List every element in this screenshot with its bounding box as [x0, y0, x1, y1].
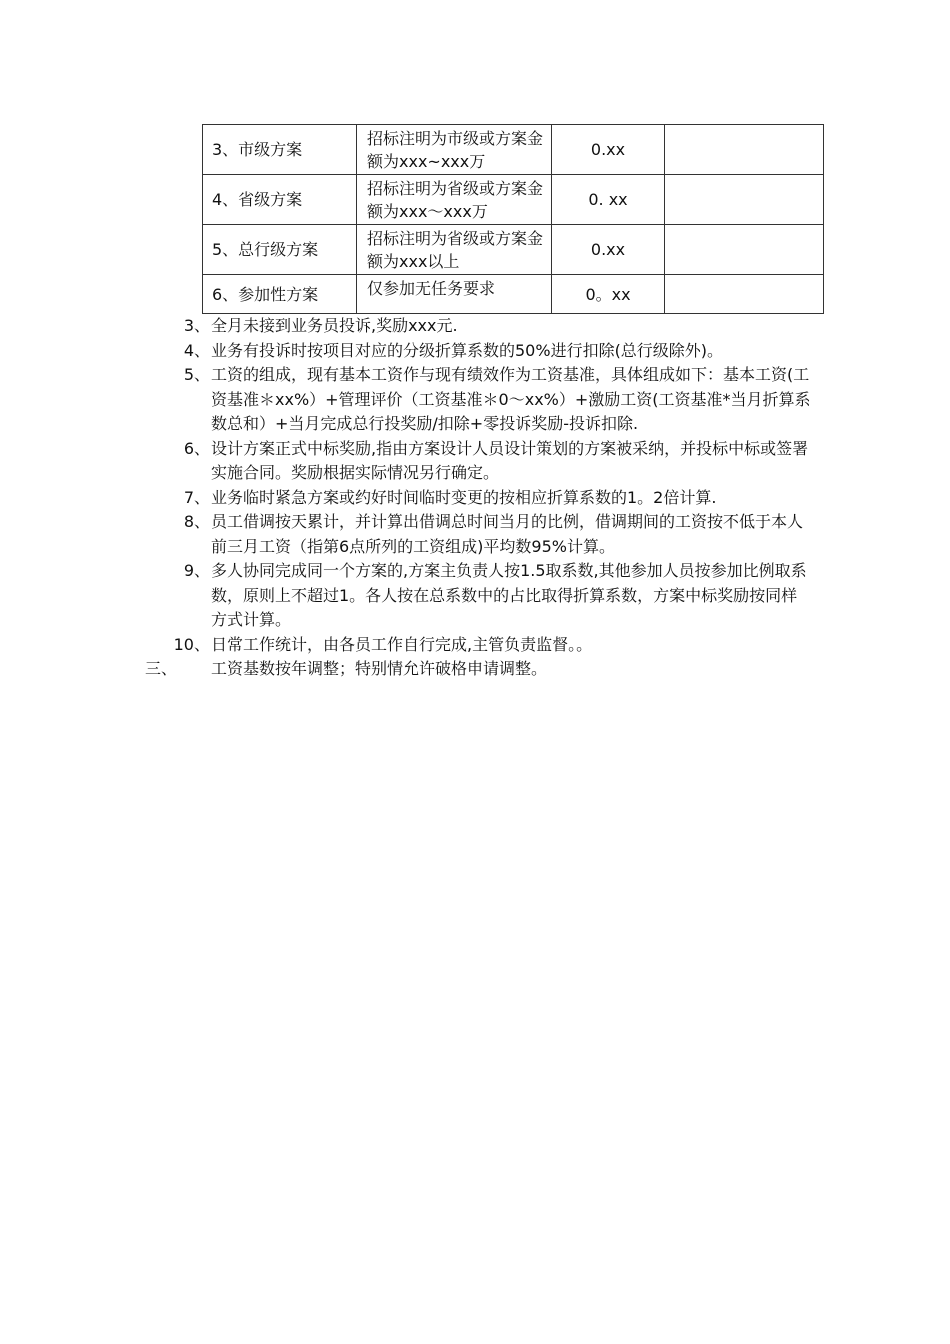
- plan-coef-cell: 0. xx: [552, 175, 665, 225]
- rules-list: [0, 314, 950, 682]
- item-text: 业务临时紧急方案或约好时间临时变更的按相应折算系数的1。2倍计算.: [211, 487, 717, 507]
- item-number: 7、: [183, 487, 210, 507]
- item-text: 工资的组成，现有基本工资作与现有绩效作为工资基准，具体组成如下：基本工资(工资基准＊xx%）+管理评价（工资基准＊0～xx%）+激励工资(工资基准*当月折算系数总和）+当月完成总行投奖励/扣除+零投诉奖励-投诉扣除.: [211, 365, 811, 433]
- plan-desc-cell: 招标注明为省级或方案金额为xxx以上: [357, 225, 552, 275]
- plan-note-cell: [665, 275, 824, 314]
- item-text: 多人协同完成同一个方案的,方案主负责人按1.5取系数,其他参加人员按参加比例取系数，原则上不超过1。各人按在总系数中的占比取得折算系数，方案中标奖励按同样方式计算。: [211, 561, 807, 629]
- item-number: 8、: [183, 512, 210, 531]
- item-text: 设计方案正式中标奖励,指由方案设计人员设计策划的方案被采纳，并投标中标或签署实施合同。奖励根据实际情况另行确定。: [211, 438, 809, 482]
- section-heading: [0, 657, 950, 682]
- plan-level-cell: 6、参加性方案: [203, 275, 357, 314]
- table-row: [203, 175, 824, 225]
- list-item: [0, 633, 950, 658]
- plan-level-cell: 3、市级方案: [203, 125, 357, 175]
- table-row: [203, 225, 824, 275]
- section-number: 三、: [145, 659, 178, 678]
- plan-level-table: [202, 124, 824, 314]
- plan-note-cell: [665, 225, 824, 275]
- section-text: 工资基数按年调整；特别情允许破格申请调整。: [211, 659, 548, 678]
- list-item: [0, 339, 950, 364]
- item-text: 全月未接到业务员投诉,奖励xxx元.: [211, 316, 458, 335]
- item-text: 业务有投诉时按项目对应的分级折算系数的50%进行扣除(总行级除外)。: [211, 340, 724, 360]
- item-number: 6、: [183, 438, 210, 458]
- item-text: 日常工作统计，由各员工作自行完成,主管负责监督。。: [211, 634, 593, 654]
- item-number: 9、: [183, 561, 210, 580]
- plan-desc-cell: 招标注明为省级或方案金额为xxx～xxx万: [357, 175, 552, 225]
- list-item: [0, 314, 950, 339]
- item-number: 4、: [183, 340, 210, 360]
- item-number: 3、: [183, 316, 210, 335]
- list-item: [0, 510, 950, 559]
- list-item: [0, 363, 950, 437]
- list-item: [0, 559, 950, 633]
- table-row: [203, 125, 824, 175]
- item-number: 5、: [183, 365, 210, 384]
- plan-desc-cell: 仅参加无任务要求: [357, 275, 552, 314]
- plan-desc-cell: 招标注明为市级或方案金额为xxx~xxx万: [357, 125, 552, 175]
- plan-level-cell: 4、省级方案: [203, 175, 357, 225]
- plan-coef-cell: 0.xx: [552, 225, 665, 275]
- plan-coef-cell: 0。xx: [552, 275, 665, 314]
- table-row: [203, 275, 824, 314]
- plan-coef-cell: 0.xx: [552, 125, 665, 175]
- plan-note-cell: [665, 175, 824, 225]
- list-item: [0, 486, 950, 511]
- plan-level-cell: 5、总行级方案: [203, 225, 357, 275]
- item-text: 员工借调按天累计，并计算出借调总时间当月的比例，借调期间的工资按不低于本人前三月工资（指第6点所列的工资组成)平均数95%计算。: [211, 512, 804, 556]
- plan-note-cell: [665, 125, 824, 175]
- list-item: [0, 437, 950, 486]
- item-number: 10、: [173, 634, 210, 654]
